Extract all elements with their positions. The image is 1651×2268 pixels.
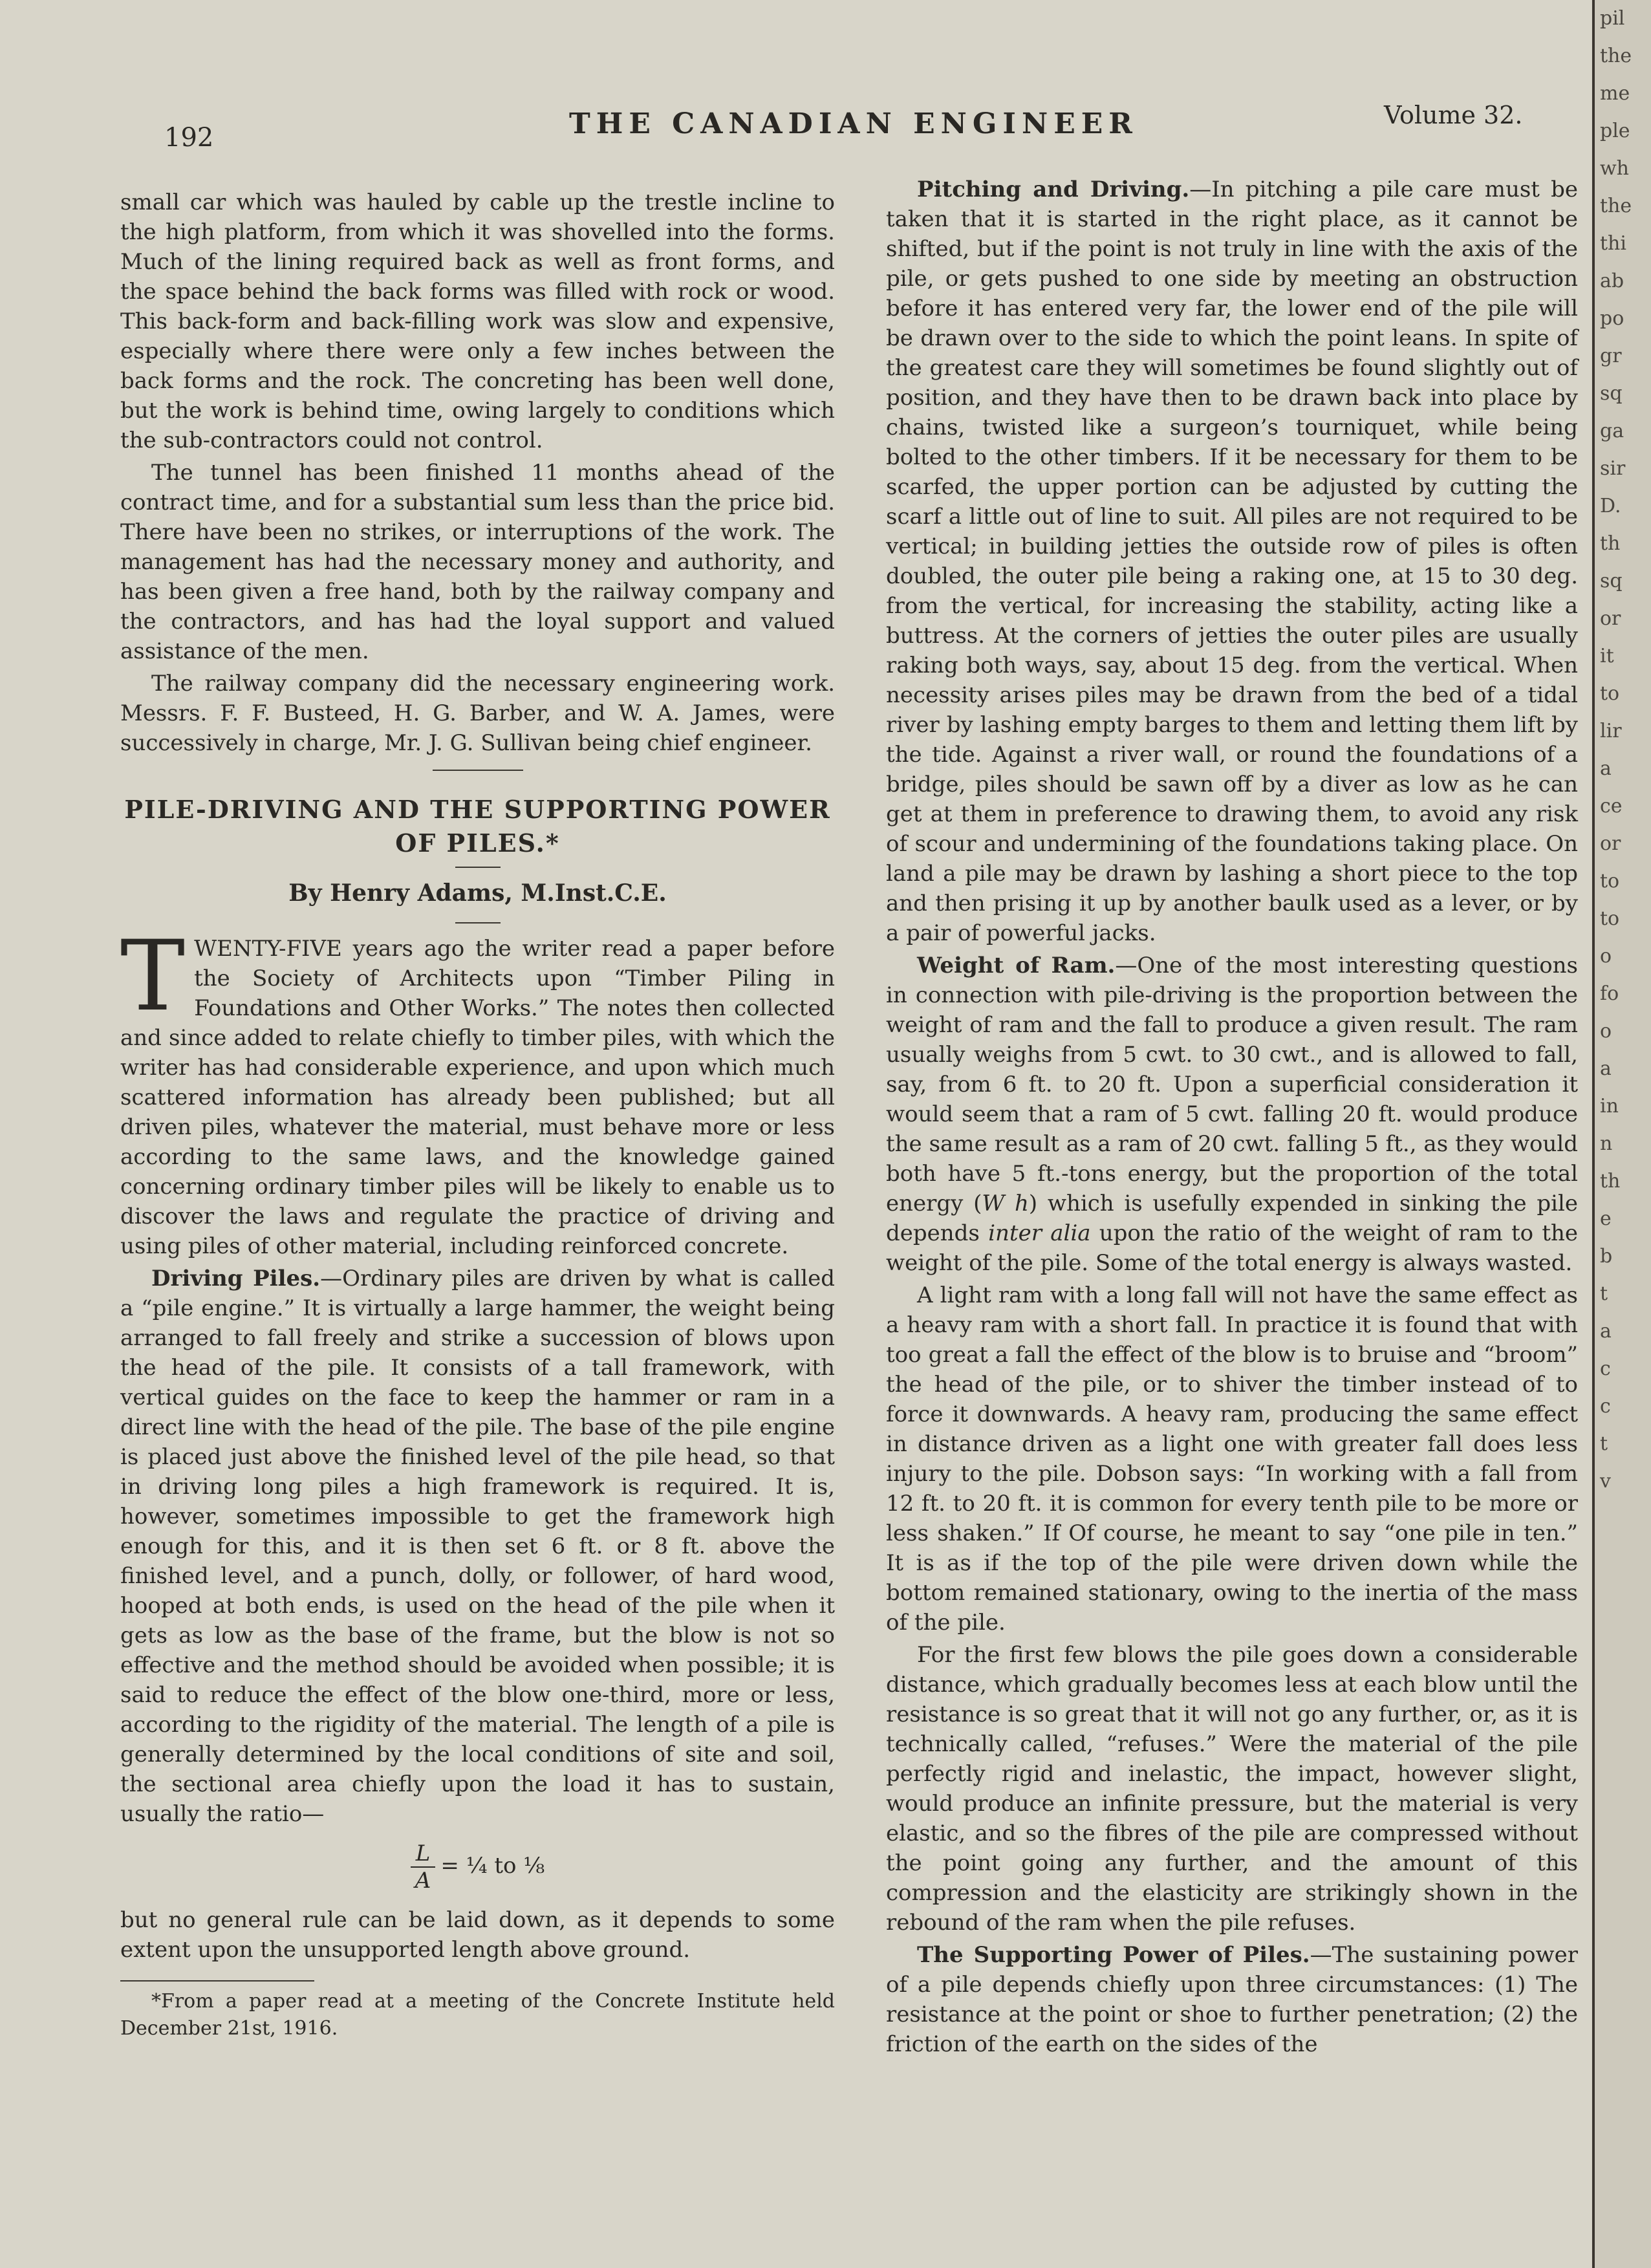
adjacent-page-fragment: ce (1600, 795, 1623, 817)
driving-piles-text: —Ordinary piles are driven by what is called a “pile engine.” It is virtually a large hammer, the weight being arranged to fall freely and strike a succession of blows upon the head of the pile. It consists of a tall framework, with vertical guides on the face to keep the hammer or ram in a direct line with the head of the pile. The base of the pile engine is placed just above the finished level of the pile head, so that in driving long piles a high framework is required. It is, however, sometimes impossible to get the framework high enough for this, and it is then set 6 ft. or 8 ft. above the finished level, and a punch, dolly, or follower, of hard wood, hooped at both ends, is used on the head of the pile when it gets as low as the base of the frame, but the blow is not so effective and the method should be avoided when possible; it is said to reduce the effect of the blow one-third, more or less, according to the rigidity of the material. The length of a pile is generally determined by the local conditions of site and soil, the sectional area chiefly upon the load it has to sustain, usually the ratio— (120, 1266, 835, 1827)
running-header (155, 97, 1539, 153)
driving-piles-heading: Driving Piles. (151, 1266, 321, 1291)
ram-inter-alia: inter alia (988, 1220, 1091, 1246)
adjacent-page-fragment: ple (1600, 120, 1630, 142)
tunnel-paragraph: The tunnel has been finished 11 months ahead of the contract time, and for a substantial sum less than the price bid. There have been no strikes, or interruptions of the work. The management has had the necessary money and authority, and has been given a free hand, both by the railway company and the contractors, and has had the loyal support and valued assistance of the men. (120, 460, 835, 664)
ratio-formula (120, 1841, 835, 1894)
intro-text: WENTY-FIVE years ago the writer read a paper before the Society of Architects upon “Timber Piling in Foundations and Other Works.” The notes then collected and since added to relate chiefly to timber piles, with which the writer has had considerable experience, and upon which much scattered information has already been published; but all driven piles, whatever the material, must behave more or less according to the same laws, and the knowledge gained concerning ordinary timber piles will be likely to enable us to discover the laws and regulate the practice of driving and using piles of other material, including reinforced concrete. (120, 936, 835, 1259)
adjacent-page-edge (1592, 0, 1651, 2268)
adjacent-page-fragment: it (1600, 645, 1614, 667)
footnote-divider (120, 1980, 314, 1982)
adjacent-page-fragment: th (1600, 1170, 1621, 1193)
adjacent-page-fragment: D. (1600, 495, 1621, 517)
ram-wh: W h (982, 1191, 1029, 1216)
adjacent-page-fragment: o (1600, 945, 1612, 967)
ram-text-2: ) which is usefully expended in sinking the pile depends (886, 1191, 1578, 1246)
after-formula-paragraph: but no general rule can be laid down, as it depends to some extent upon the unsupported length above ground. (120, 1907, 835, 1963)
weight-of-ram-paragraph (886, 951, 1578, 1278)
page-number: 192 (164, 123, 214, 153)
adjacent-page-fragment: v (1600, 1470, 1611, 1493)
adjacent-page-fragment: t (1600, 1282, 1608, 1305)
supporting-power-text: —The sustaining power of a pile depends chiefly upon three circumstances: (1) The resistance at the point or shoe to further penetration; (2) the friction of the earth on the sides of the (886, 1942, 1579, 2057)
adjacent-page-fragments (1595, 0, 1651, 1500)
adjacent-page-fragment: me (1600, 82, 1630, 105)
continued-paragraph: small car which was hauled by cable up the trestle incline to the high platform, from which it was shovelled into the forms. Much of the lining required back as well as front forms, and the space behind the back forms was filled with rock or wood. This back-form and back-filling work was slow and expensive, especially where there were only a few inches between the back forms and the rock. The concreting has been well done, but the work is behind time, owing largely to conditions which the sub-contractors could not control. (120, 189, 835, 453)
supporting-power-paragraph (886, 1940, 1578, 2059)
adjacent-page-fragment: to (1600, 682, 1620, 705)
adjacent-page-fragment: b (1600, 1245, 1613, 1268)
adjacent-page-fragment: th (1600, 532, 1621, 555)
byline-divider (455, 922, 501, 923)
adjacent-page-fragment: or (1600, 832, 1621, 855)
adjacent-page-fragment: fo (1600, 982, 1619, 1005)
adjacent-page-fragment: the (1600, 45, 1632, 67)
adjacent-page-fragment: o (1600, 1020, 1612, 1042)
engineering-paragraph: The railway company did the necessary engineering work. Messrs. F. F. Busteed, H. G. Barber, and W. A. James, were successively in charge, Mr. J. G. Sullivan being chief engineer. (120, 671, 835, 756)
pitching-text: —In pitching a pile care must be taken that it is started in the right place, as it cannot be shifted, but if the point is not truly in line with the axis of the pile, or gets pushed to one side by meeting an obstruction before it has entered very far, the lower end of the pile will be drawn over to the side to which the point leans. In spite of the greatest care they will sometimes be found slightly out of position, and they have then to be drawn back into place by chains, twisted like a surgeon’s tourniquet, while being bolted to the other timbers. If it be necessary for them to be scarfed, the upper portion can be adjusted by cutting the scarf a little out of line to suit. All piles are not required to be vertical; in building jetties the outside row of piles is often doubled, the outer pile being a raking one, at 15 to 30 deg. from the vertical, for increasing the stability, acting like a buttress. At the corners of jetties the outer piles are usually raking both ways, say, about 15 deg. from the vertical. When necessity arises piles may be drawn from the bed of a tidal river by lashing empty barges to them and letting them lift by the tide. Against a river wall, or round the foundations of a bridge, piles should be sawn off by a diver as low as he can get at them in preference to drawing them, to avoid any risk of scour and undermining of the foundations taking place. On land a pile may be drawn by lashing a short piece to the top and then prising it up by another baulk used as a lever, or by a pair of powerful jacks. (886, 177, 1578, 946)
adjacent-page-fragment: a (1600, 1320, 1612, 1343)
adjacent-page-fragment: gr (1600, 345, 1622, 367)
adjacent-page-fragment: wh (1600, 157, 1629, 180)
adjacent-page-fragment: ga (1600, 420, 1624, 442)
drop-cap: T (120, 920, 186, 1033)
weight-of-ram-heading: Weight of Ram. (917, 953, 1116, 978)
adjacent-page-fragment: a (1600, 757, 1612, 780)
article-title: PILE-DRIVING AND THE SUPPORTING POWER OF PILES.* (124, 795, 831, 858)
adjacent-page-fragment: lir (1600, 720, 1622, 742)
pitching-paragraph (886, 175, 1578, 948)
adjacent-page-fragment: or (1600, 607, 1621, 630)
left-column (120, 188, 835, 2045)
adjacent-page-fragment: to (1600, 907, 1620, 930)
first-blows-paragraph: For the first few blows the pile goes down a considerable distance, which gradually becomes less at each blow until the resistance is so great that it will not go any further, or, as it is technically called, “refuses.” Were the material of the pile perfectly rigid and inelastic, the impact, however slight, would produce an infinite pressure, but the material is very elastic, and so the fibres of the pile are compressed without the point going any further, and the amount of this compression and the elasticity are strikingly shown in the rebound of the ram when the pile refuses. (886, 1642, 1578, 1936)
ram-text-3: upon the ratio of the weight of ram to the weight of the pile. Some of the total energy is always wasted. (886, 1220, 1579, 1276)
adjacent-page-fragment: c (1600, 1395, 1611, 1418)
footnote: *From a paper read at a meeting of the Concrete Institute held December 21st, 1916. (120, 1990, 835, 2040)
adjacent-page-fragment: sq (1600, 570, 1623, 592)
ram-text-1: —One of the most interesting questions in connection with pile-driving is the proportion between the weight of ram and the fall to produce a given result. The ram usually weighs from 5 cwt. to 30 cwt., and is allowed to fall, say, from 6 ft. to 20 ft. Upon a superficial consideration it would seem that a ram of 5 cwt. falling 20 ft. would produce the same result as a ram of 20 cwt. falling 5 ft., as they would both have 5 ft.-tons energy, but the proportion of the total energy ( (886, 953, 1579, 1216)
adjacent-page-fragment: n (1600, 1132, 1613, 1155)
supporting-power-heading: The Supporting Power of Piles. (917, 1942, 1310, 1968)
formula-denominator: A (415, 1868, 431, 1894)
light-ram-paragraph: A light ram with a long fall will not have the same effect as a heavy ram with a short fall. In practice it is found that with too great a fall the effect of the blow is to bruise and “broom” the head of the pile, or to shiver the timber instead of to force it downwards. A heavy ram, producing the same effect in distance driven as a light one with greater fall does less injury to the pile. Dobson says: “In working with a fall from 12 ft. to 20 ft. it is common for every tenth pile to be more or less shaken.” If Of course, he meant to say “one pile in ten.” It is as if the top of the pile were driven down while the bottom remained stationary, owing to the inertia of the mass of the pile. (886, 1282, 1578, 1636)
adjacent-page-fragment: sq (1600, 382, 1623, 405)
adjacent-page-fragment: ab (1600, 270, 1624, 292)
intro-paragraph (120, 920, 835, 1261)
adjacent-page-fragment: po (1600, 307, 1624, 330)
formula-rhs: = ¼ to ⅛ (440, 1853, 545, 1879)
adjacent-page-fragment: e (1600, 1207, 1612, 1230)
adjacent-page-fragment: pil (1600, 7, 1625, 30)
title-divider (455, 867, 501, 868)
formula-fraction (411, 1841, 436, 1894)
adjacent-page-fragment: sir (1600, 457, 1626, 480)
adjacent-page-fragment: in (1600, 1095, 1619, 1118)
article-byline: By Henry Adams, M.Inst.C.E. (288, 880, 667, 907)
journal-title: THE CANADIAN ENGINEER (569, 107, 1138, 140)
adjacent-page-fragment: to (1600, 870, 1620, 892)
driving-piles-paragraph (120, 1264, 835, 1829)
adjacent-page-fragment: a (1600, 1057, 1612, 1080)
section-divider (433, 770, 523, 771)
right-column (886, 175, 1578, 2062)
adjacent-page-fragment: t (1600, 1432, 1608, 1455)
volume-label: Volume 32. (1384, 101, 1523, 129)
adjacent-page-fragment: thi (1600, 232, 1626, 255)
adjacent-page-fragment: c (1600, 1357, 1611, 1380)
adjacent-page-fragment: the (1600, 195, 1632, 217)
pitching-heading: Pitching and Driving. (917, 177, 1190, 202)
formula-numerator: L (411, 1841, 436, 1868)
